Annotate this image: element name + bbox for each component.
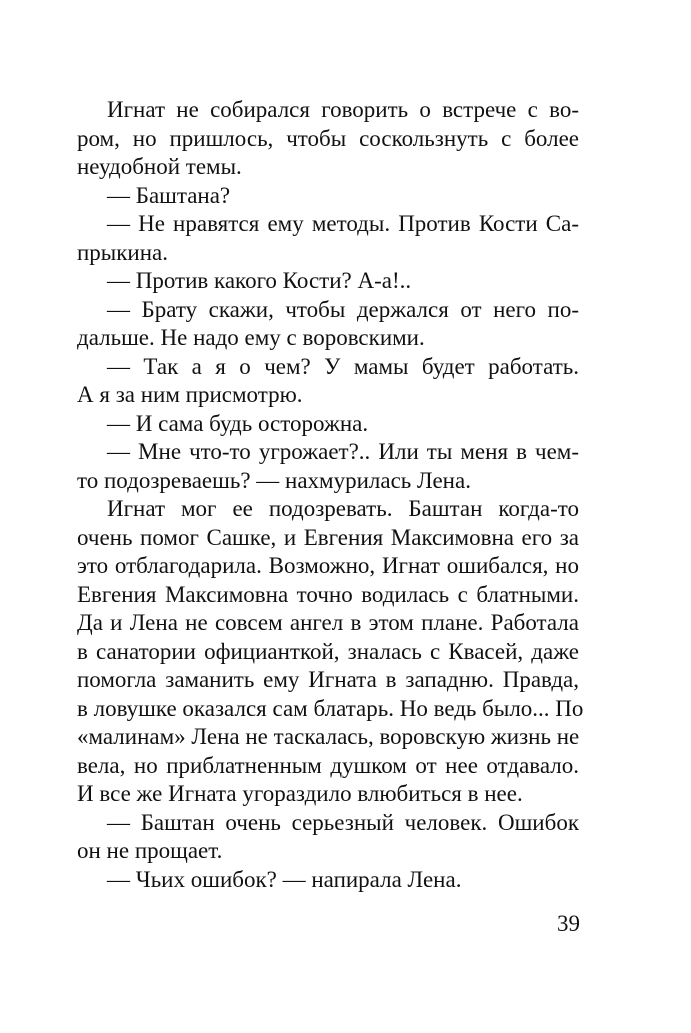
text-line: Игнат мог ее подозревать. Баштан когда-то — [107, 496, 579, 521]
text-line: «малинам» Лена не таскалась, воровскую жизнь не — [77, 724, 580, 749]
text-line: — Против какого Кости? А-а!.. — [107, 268, 412, 293]
page-number: 39 — [557, 911, 580, 936]
text-line: — Так а я о чем? У мамы будет работать. — [107, 353, 579, 379]
text-line: Евгения Максимовна точно водилась с блатными. — [77, 581, 579, 607]
text-line: очень помог Сашке, и Евгения Максимовна его за — [77, 524, 579, 550]
text-line: вела, но приблатненным душком от нее отдавало. — [77, 752, 579, 778]
text-line: дальше. Не надо ему с воровскими. — [77, 325, 425, 350]
text-line: — Чьих ошибок? — напирала Лена. — [107, 866, 462, 892]
text-line: ром, но пришлось, чтобы соскользнуть с более — [77, 125, 579, 151]
text-line: — Баштан очень серьезный человек. Ошибок — [107, 809, 579, 835]
text-line: помогла заманить ему Игната в западню. Правда, — [77, 667, 579, 692]
text-line: в ловушке оказался сам блатарь. Но ведь было... По — [77, 695, 584, 721]
text-line: Да и Лена не совсем ангел в этом плане. Работала — [77, 610, 579, 635]
text-line: в санатории официанткой, зналась с Квасей, даже — [77, 638, 579, 664]
body-text — [77, 96, 584, 894]
text-line: то подозреваешь? — нахмурилась Лена. — [77, 467, 471, 493]
text-line: прыкина. — [77, 239, 169, 265]
text-line: это отблагодарила. Возможно, Игнат ошибался, но — [77, 553, 579, 578]
text-line: Игнат не собирался говорить о встрече с во- — [107, 97, 579, 122]
text-line: — Мне что-то угрожает?.. Или ты меня в чем- — [107, 439, 579, 464]
text-line: — Баштана? — [107, 182, 231, 208]
text-line: — Брату скажи, чтобы держался от него по- — [107, 296, 579, 322]
text-line: — Не нравятся ему методы. Против Кости Са- — [107, 211, 579, 236]
text-line: — И сама будь осторожна. — [107, 410, 369, 436]
text-line: А я за ним присмотрю. — [77, 382, 303, 407]
text-line: неудобной темы. — [77, 154, 242, 179]
text-line: он не прощает. — [77, 838, 223, 863]
text-line: И все же Игната угораздило влюбиться в нее. — [77, 781, 523, 806]
